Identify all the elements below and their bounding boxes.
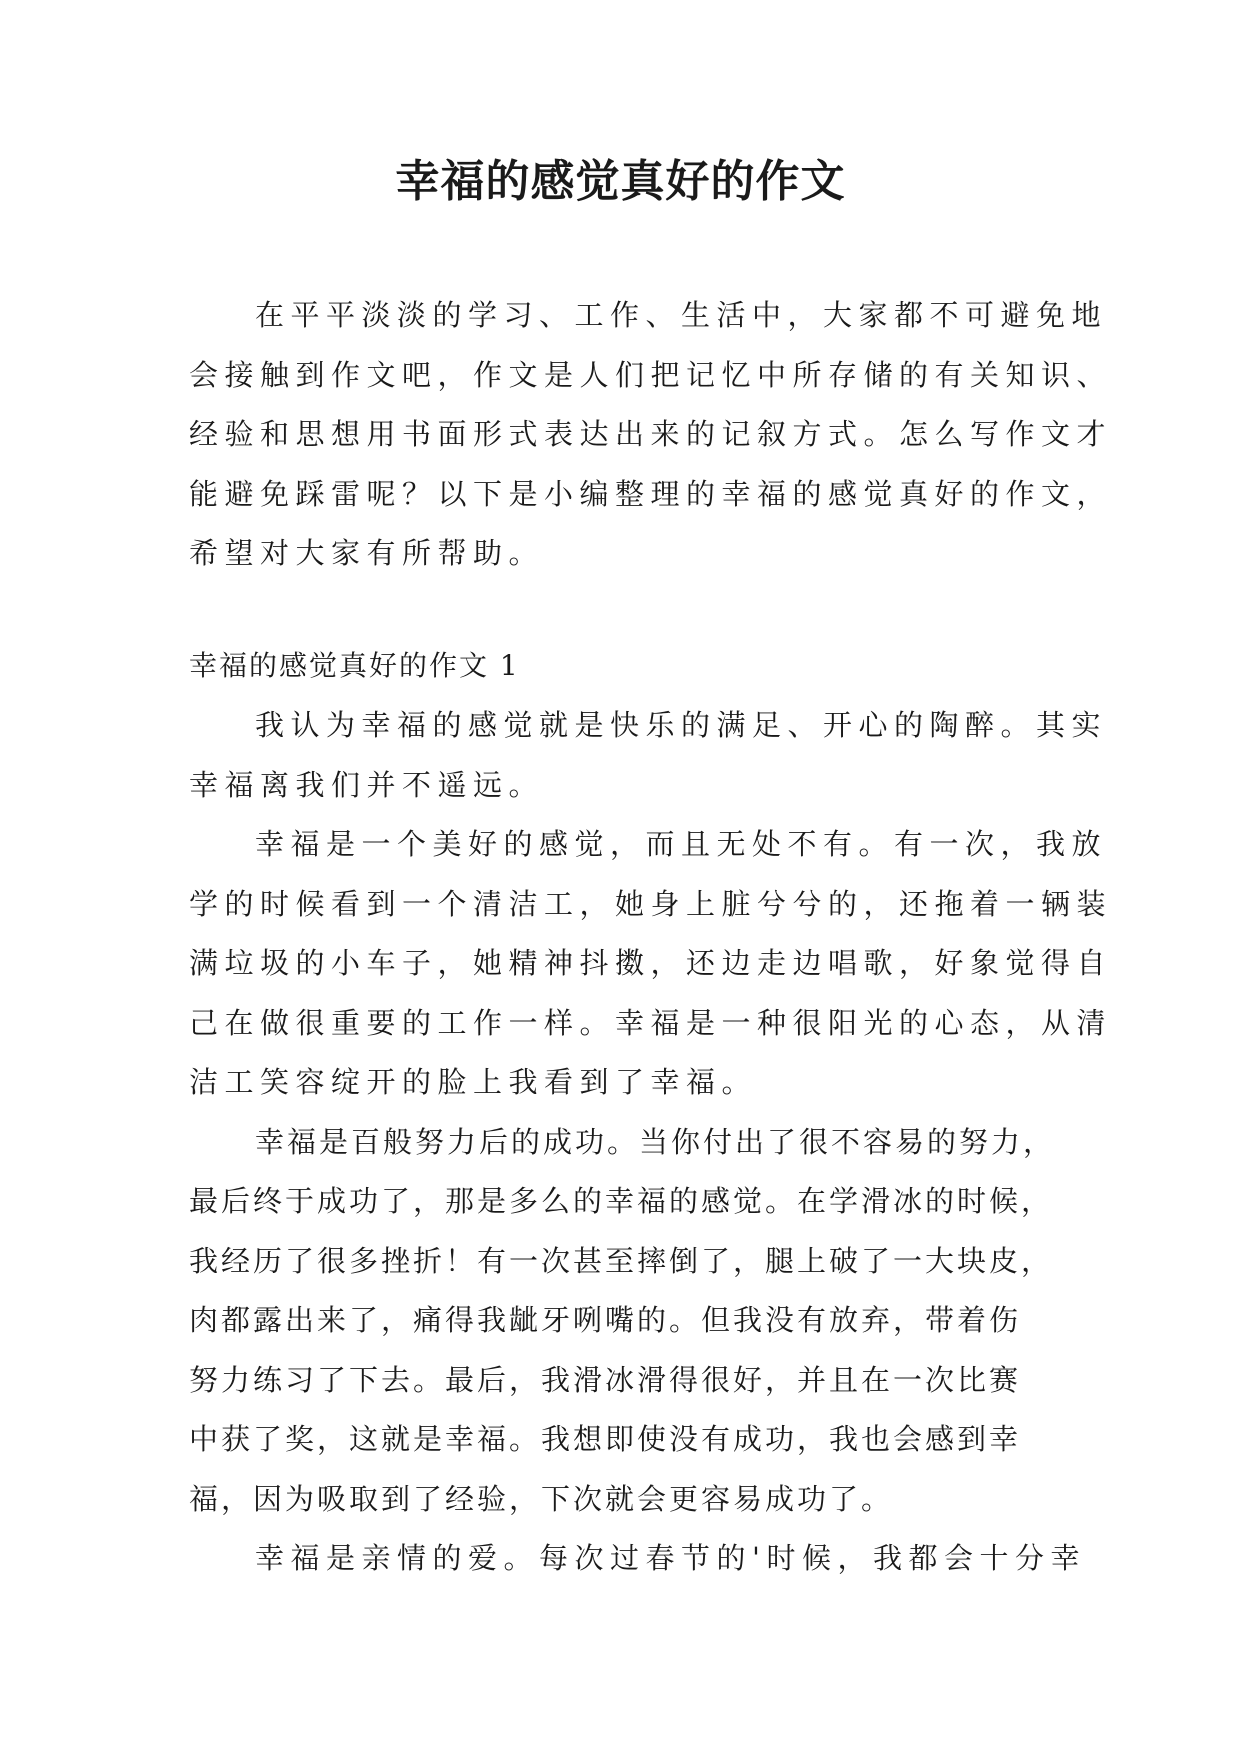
intro-line: 能避免踩雷呢？以下是小编整理的幸福的感觉真好的作文， [189, 476, 1113, 511]
paragraph [189, 815, 1113, 1113]
paragraph-line: 己在做很重要的工作一样。幸福是一种很阳光的心态，从清 [189, 1005, 1113, 1040]
paragraph-line: 满垃圾的小车子，她精神抖擞，还边走边唱歌，好象觉得自 [189, 946, 1113, 980]
paragraph-line: 我认为幸福的感觉就是快乐的满足、开心的陶醉。其实 [255, 708, 1108, 742]
paragraph-line: 幸福是百般努力后的成功。当你付出了很不容易的努力， [255, 1124, 1056, 1159]
intro-line: 在平平淡淡的学习、工作、生活中，大家都不可避免地 [255, 298, 1108, 332]
document-title: 幸福的感觉真好的作文 [395, 156, 846, 207]
section-heading: 幸福的感觉真好的作文 1 [189, 649, 520, 682]
intro-line: 会接触到作文吧，作文是人们把记忆中所存储的有关知识、 [189, 357, 1113, 392]
article-body [189, 696, 1113, 1589]
paragraph-line: 福，因为吸取到了经验，下次就会更容易成功了。 [189, 1481, 894, 1516]
paragraph [189, 1113, 1059, 1530]
intro-line: 经验和思想用书面形式表达出来的记叙方式。怎么写作文才 [189, 417, 1113, 451]
paragraph-line: 努力练习了下去。最后，我滑冰滑得很好，并且在一次比赛 [189, 1362, 1022, 1397]
paragraph-line: 学的时候看到一个清洁工，她身上脏兮兮的，还拖着一辆装 [189, 886, 1113, 921]
paragraph-line: 我经历了很多挫折！有一次甚至摔倒了，腿上破了一大块皮， [189, 1243, 1054, 1278]
paragraph-line: 幸福离我们并不遥远。 [189, 767, 545, 802]
paragraph [189, 696, 1108, 815]
paragraph [189, 1529, 1086, 1589]
paragraph-line: 肉都露出来了，痛得我龇牙咧嘴的。但我没有放弃，带着伤 [189, 1303, 1022, 1337]
paragraph-line: 最后终于成功了，那是多么的幸福的感觉。在学滑冰的时候， [189, 1184, 1054, 1218]
paragraph-line: 幸福是一个美好的感觉，而且无处不有。有一次，我放 [255, 827, 1108, 861]
paragraph-line: 中获了奖，这就是幸福。我想即使没有成功，我也会感到幸 [189, 1422, 1022, 1456]
paragraph-line: 洁工笑容绽开的脸上我看到了幸福。 [189, 1065, 758, 1099]
paragraph-line: 幸福是亲情的爱。每次过春节的'时候，我都会十分幸 [255, 1541, 1086, 1575]
intro-paragraph [189, 286, 1113, 584]
intro-line: 希望对大家有所帮助。 [189, 536, 545, 570]
